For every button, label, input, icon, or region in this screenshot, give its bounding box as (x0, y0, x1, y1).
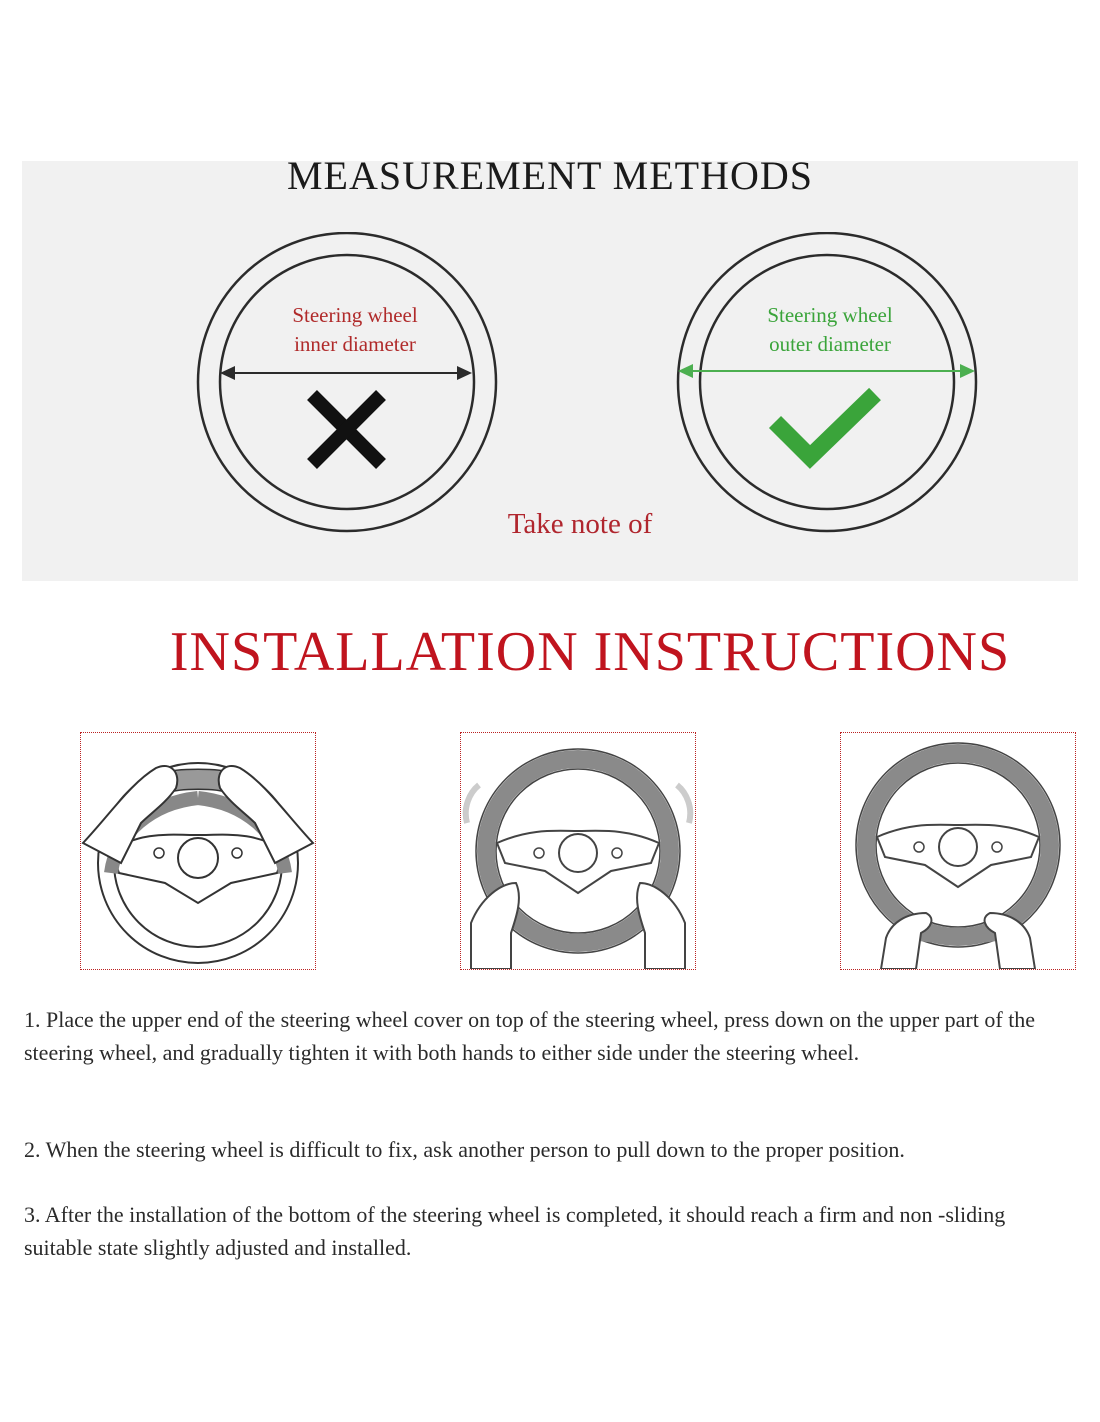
inner-label-line1: Steering wheel (292, 303, 418, 327)
inner-label-line2: inner diameter (294, 332, 416, 356)
inner-diameter-label (245, 301, 465, 359)
installation-title: INSTALLATION INSTRUCTIONS (169, 621, 1011, 683)
outer-diameter-diagram (675, 232, 985, 542)
step2-illustration (460, 732, 696, 970)
step3-illustration (840, 732, 1076, 970)
step1-illustration (80, 732, 316, 970)
instruction-step-1: 1. Place the upper end of the steering wheel cover on top of the steering wheel, press down on the upper part of the steering wheel, and gradually tighten it with both hands to either side under the steering wheel. (24, 1007, 1036, 1065)
instruction-step-2: 2. When the steering wheel is difficult to fix, ask another person to pull down to the proper position. (24, 1137, 905, 1162)
check-icon (775, 394, 875, 457)
inner-diameter-diagram (195, 232, 505, 542)
measurement-title: MEASUREMENT METHODS (286, 153, 814, 198)
outer-label-line2: outer diameter (769, 332, 891, 356)
instruction-step-3: 3. After the installation of the bottom of the steering wheel is completed, it should reach a firm and non -sliding suitable state slightly adjusted and installed. (24, 1202, 1006, 1260)
cross-icon (312, 395, 381, 464)
outer-label-line1: Steering wheel (767, 303, 893, 327)
outer-diameter-label (720, 301, 940, 359)
take-note-text: Take note of (507, 508, 653, 540)
